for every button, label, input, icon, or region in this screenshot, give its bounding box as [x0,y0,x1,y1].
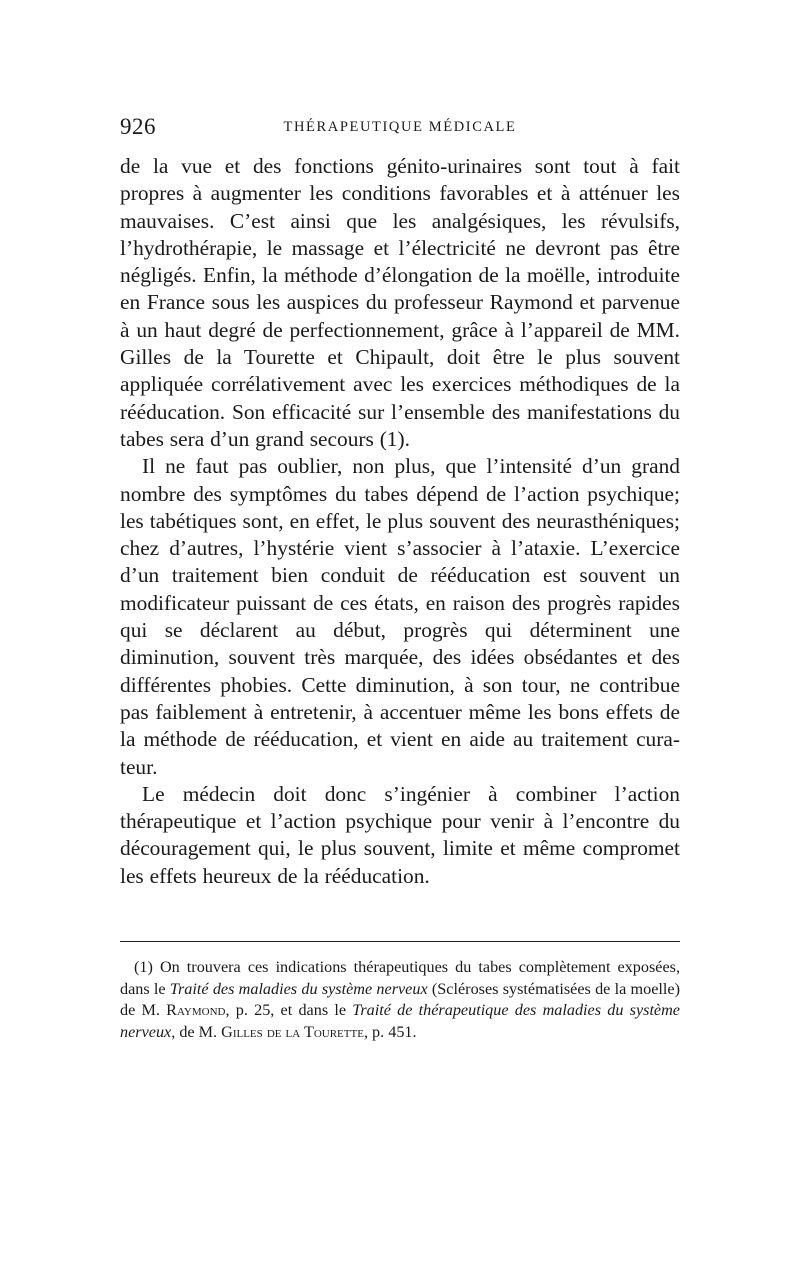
footnote-segment: , p. 25, et dans le [225,1001,353,1020]
footnote-segment: (Scléroses systématisées de la moelle) de M. [120,979,681,1020]
footnote-segment: , p. 451. [363,1022,417,1041]
footnote-segment: , de M. [171,1022,222,1041]
footnote-text [120,957,680,1043]
footnote-marker: (1) [134,958,153,976]
footnote [120,957,680,1043]
running-title: THÉRAPEUTIQUE MÉDICALE [283,119,517,135]
body-text [120,153,680,890]
book-title-1: Traité des maladies du système nerveux [169,979,428,998]
paragraph-physician-role: Le médecin doit donc s’ingénier à combiner l’action thérapeutique et l’action psychique pour venir à l’encontre du découragement qui, le plus souvent, limite et même compromet les effets heureux de la rééducation. [120,781,680,888]
footnote-separator [120,941,680,942]
page-number: 926 [120,114,156,139]
footnote-segment: On trouvera ces indications thérapeutiques du tabes complètement exposées, dans le [120,958,680,998]
author-gilles-de-la-tourette: Gilles de la Tourette [221,1022,364,1041]
paragraph-psychic-action: Il ne faut pas oublier, non plus, que l’intensité d’un grand nombre des symptômes du tabes dépend de l’action psychique; les tabétiques sont, en effet, le plus souvent des neurasthéniques; chez d’autres, l’hystérie vient s’associer à l’ataxie. L’exercice d’un traitement bien conduit de rééducation est souvent un modificateur puissant de ces états, en raison des progrès rapides qui se déclarent au début, progrès qui déterminent une diminution, souvent très marquée, des idées obsédantes et des différentes phobies. Cette diminution, à son tour, ne contribue pas faiblement à entretenir, à accentuer même les bons effets de la méthode de rééducation, et vient en aide au traitement curateur. [120,454,680,779]
page-header [120,114,680,144]
book-title-2: Traité de thérapeutique des maladies du système nerveux [120,1001,680,1041]
paragraph-continued: de la vue et des fonctions génito-urinaires sont tout à fait propres à augmenter les conditions favorables et à atténuer les mauvaises. C’est ainsi que les analgésiques, les révulsifs, l’hydrothérapie, le massage et l’électricité ne devront pas être négligés. Enfin, la méthode d’élongation de la moëlle, introduite en France sous les auspices du professeur Raymond et parvenue à un haut degré de perfectionnement, grâce à l’appareil de MM. Gilles de la Tourette et Chipault, doit être le plus souvent appliquée corrélativement avec les exercices méthodiques de la rééducation. Son efficacité sur l’ensemble des manifestations du tabes sera d’un grand secours (1). [120,154,680,451]
author-raymond: Raymond [166,1001,226,1020]
